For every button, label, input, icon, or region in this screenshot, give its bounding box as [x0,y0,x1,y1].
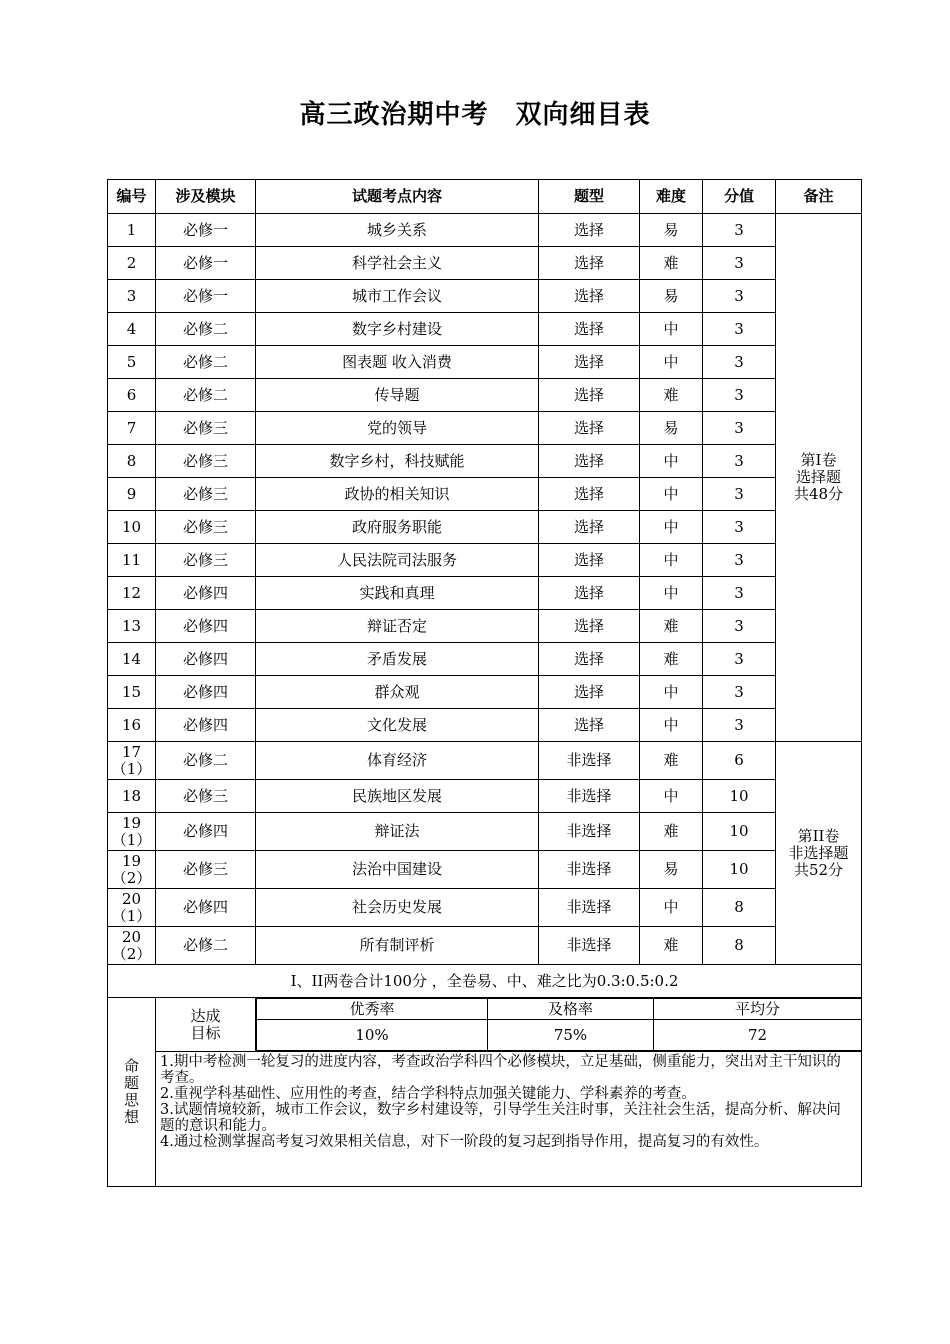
summary-row [108,965,862,998]
cell-module: 必修一 [156,214,256,247]
specification-table [107,179,862,1187]
cell-type: 选择 [539,676,640,709]
cell-difficulty: 中 [640,577,703,610]
header-module: 涉及模块 [156,180,256,214]
cell-number: 2 [108,247,156,280]
cell-topic: 民族地区发展 [256,780,539,813]
table-row [108,813,862,851]
header-row [108,180,862,214]
remark-line: 选择题 [795,468,841,486]
cell-topic: 数字乡村建设 [256,313,539,346]
target-label-line: 达成 [190,1006,221,1025]
header-remarks: 备注 [776,180,862,214]
cell-score: 3 [703,412,776,445]
table-row [108,379,862,412]
cell-module: 必修二 [156,313,256,346]
header-difficulty: 难度 [640,180,703,214]
table-row [108,577,862,610]
metrics-table [256,998,862,1051]
cell-topic: 传导题 [256,379,539,412]
cell-number: 1 [108,214,156,247]
cell-score: 3 [703,379,776,412]
table-row [108,927,862,965]
cell-score: 3 [703,247,776,280]
cell-topic: 科学社会主义 [256,247,539,280]
cell-difficulty: 易 [640,214,703,247]
cell-topic: 政府服务职能 [256,511,539,544]
cell-type: 非选择 [539,742,640,780]
table-row [108,346,862,379]
cell-topic: 辩证法 [256,813,539,851]
cell-number: 9 [108,478,156,511]
cell-number: 4 [108,313,156,346]
cell-score: 3 [703,511,776,544]
metric-value: 75% [488,1020,654,1051]
cell-difficulty: 中 [640,676,703,709]
cell-type: 选择 [539,511,640,544]
cell-module: 必修一 [156,280,256,313]
remark-line: 共48分 [793,485,844,503]
idea-paragraph: 1.期中考检测一轮复习的进度内容，考查政治学科四个必修模块，立足基础，侧重能力，突出对主干知识的考查。 [160,1054,841,1086]
remark-line: 第Ⅰ卷 [800,451,837,469]
cell-number: 12 [108,577,156,610]
table-row [108,643,862,676]
cell-type: 选择 [539,313,640,346]
cell-score: 3 [703,346,776,379]
cell-difficulty: 难 [640,813,703,851]
cell-number: 7 [108,412,156,445]
cell-score: 10 [703,813,776,851]
cell-type: 选择 [539,412,640,445]
cell-topic: 群众观 [256,676,539,709]
table-row [108,610,862,643]
design-label-char: 题 [123,1074,139,1092]
page-title: 高三政治期中考 双向细目表 [299,100,651,130]
cell-difficulty: 中 [640,780,703,813]
table-row [108,709,862,742]
cell-type: 选择 [539,643,640,676]
cell-score: 8 [703,889,776,927]
cell-topic: 矛盾发展 [256,643,539,676]
cell-difficulty: 难 [640,379,703,412]
cell-score: 10 [703,780,776,813]
header-topic: 试题考点内容 [256,180,539,214]
cell-score: 3 [703,643,776,676]
cell-topic: 政协的相关知识 [256,478,539,511]
table-row [108,780,862,813]
cell-number: 15 [108,676,156,709]
cell-topic: 实践和真理 [256,577,539,610]
table-row [108,544,862,577]
cell-topic: 人民法院司法服务 [256,544,539,577]
design-label-char: 想 [123,1108,139,1126]
cell-number: 14 [108,643,156,676]
cell-score: 10 [703,851,776,889]
table-row [108,412,862,445]
cell-score: 6 [703,742,776,780]
cell-difficulty: 易 [640,280,703,313]
metric-name: 优秀率 [257,999,488,1020]
summary-text: Ⅰ、II两卷合计100分 ，全卷易、中、难之比为0.3:0.5:0.2 [108,965,862,998]
cell-difficulty: 难 [640,247,703,280]
cell-type: 选择 [539,346,640,379]
cell-topic: 数字乡村，科技赋能 [256,445,539,478]
target-row [108,998,862,1052]
cell-type: 非选择 [539,889,640,927]
cell-topic: 文化发展 [256,709,539,742]
table-row [108,742,862,780]
cell-topic: 社会历史发展 [256,889,539,927]
cell-difficulty: 难 [640,643,703,676]
table-row [108,445,862,478]
header-number: 编号 [108,180,156,214]
cell-topic: 城乡关系 [256,214,539,247]
cell-topic: 体育经济 [256,742,539,780]
cell-difficulty: 易 [640,851,703,889]
table-row [108,214,862,247]
cell-difficulty: 中 [640,445,703,478]
cell-score: 3 [703,280,776,313]
cell-module: 必修二 [156,927,256,965]
cell-module: 必修一 [156,247,256,280]
design-label-char: 思 [123,1091,139,1109]
cell-type: 选择 [539,610,640,643]
cell-type: 选择 [539,709,640,742]
table-row [108,478,862,511]
design-label-char: 命 [123,1057,139,1075]
cell-module: 必修三 [156,445,256,478]
cell-module: 必修四 [156,577,256,610]
cell-module: 必修二 [156,346,256,379]
cell-number: 19（2） [108,851,156,889]
cell-difficulty: 中 [640,709,703,742]
cell-number: 20（2） [108,927,156,965]
cell-number: 6 [108,379,156,412]
cell-module: 必修三 [156,851,256,889]
idea-paragraph: 4.通过检测掌握高考复习效果相关信息，对下一阶段的复习起到指导作用，提高复习的有效性。 [160,1134,769,1150]
cell-topic: 所有制评析 [256,927,539,965]
cell-number: 18 [108,780,156,813]
cell-score: 3 [703,709,776,742]
cell-type: 非选择 [539,813,640,851]
metric-value: 10% [257,1020,488,1051]
cell-type: 选择 [539,478,640,511]
table-row [108,511,862,544]
cell-difficulty: 中 [640,544,703,577]
cell-module: 必修四 [156,813,256,851]
cell-number: 11 [108,544,156,577]
metric-name: 及格率 [488,999,654,1020]
cell-score: 3 [703,313,776,346]
cell-number: 17（1） [108,742,156,780]
cell-type: 选择 [539,544,640,577]
cell-module: 必修四 [156,610,256,643]
cell-module: 必修三 [156,544,256,577]
cell-number: 16 [108,709,156,742]
cell-difficulty: 难 [640,742,703,780]
cell-module: 必修二 [156,379,256,412]
idea-paragraph: 3.试题情境较新，城市工作会议，数字乡村建设等，引导学生关注时事，关注社会生活，提高分析、解决问题的意识和能力。 [160,1102,841,1134]
cell-module: 必修二 [156,742,256,780]
header-score: 分值 [703,180,776,214]
table-row [108,313,862,346]
remark-line: 非选择题 [788,843,849,862]
cell-difficulty: 中 [640,313,703,346]
cell-type: 非选择 [539,927,640,965]
cell-type: 选择 [539,379,640,412]
cell-topic: 党的领导 [256,412,539,445]
target-label-line: 目标 [190,1023,221,1042]
header-type: 题型 [539,180,640,214]
cell-type: 选择 [539,445,640,478]
cell-module: 必修三 [156,412,256,445]
cell-difficulty: 中 [640,478,703,511]
cell-score: 3 [703,610,776,643]
design-label [108,998,156,1187]
cell-difficulty: 易 [640,412,703,445]
cell-module: 必修三 [156,780,256,813]
cell-topic: 图表题 收入消费 [256,346,539,379]
cell-type: 选择 [539,247,640,280]
cell-difficulty: 中 [640,889,703,927]
cell-module: 必修四 [156,676,256,709]
metric-name: 平均分 [654,999,862,1020]
cell-score: 3 [703,577,776,610]
design-ideas [156,1052,862,1187]
cell-topic: 法治中国建设 [256,851,539,889]
cell-type: 选择 [539,214,640,247]
cell-module: 必修四 [156,643,256,676]
table-row [108,676,862,709]
cell-type: 非选择 [539,780,640,813]
cell-module: 必修三 [156,511,256,544]
cell-score: 3 [703,478,776,511]
cell-module: 必修四 [156,889,256,927]
cell-difficulty: 难 [640,610,703,643]
cell-number: 3 [108,280,156,313]
cell-number: 5 [108,346,156,379]
cell-type: 非选择 [539,851,640,889]
cell-number: 13 [108,610,156,643]
table-row [108,280,862,313]
remark-part1 [776,214,862,742]
cell-number: 8 [108,445,156,478]
cell-score: 3 [703,676,776,709]
remark-line: 共52分 [793,860,844,879]
cell-type: 选择 [539,577,640,610]
metric-value: 72 [654,1020,862,1051]
cell-number: 19（1） [108,813,156,851]
cell-score: 8 [703,927,776,965]
remark-part2 [776,742,862,965]
cell-score: 3 [703,544,776,577]
cell-score: 3 [703,214,776,247]
ideas-row [108,1052,862,1187]
cell-topic: 辩证否定 [256,610,539,643]
cell-difficulty: 中 [640,346,703,379]
cell-type: 选择 [539,280,640,313]
cell-module: 必修三 [156,478,256,511]
metrics-cell [256,998,862,1052]
table-row [108,247,862,280]
cell-number: 10 [108,511,156,544]
idea-paragraph: 2.重视学科基础性、应用性的考查，结合学科特点加强关键能力、学科素养的考查。 [160,1086,696,1102]
cell-score: 3 [703,445,776,478]
cell-difficulty: 难 [640,927,703,965]
cell-number: 20（1） [108,889,156,927]
target-label [156,998,256,1052]
table-row [108,851,862,889]
cell-topic: 城市工作会议 [256,280,539,313]
table-row [108,889,862,927]
cell-module: 必修四 [156,709,256,742]
remark-line: 第II卷 [797,826,840,845]
cell-difficulty: 中 [640,511,703,544]
